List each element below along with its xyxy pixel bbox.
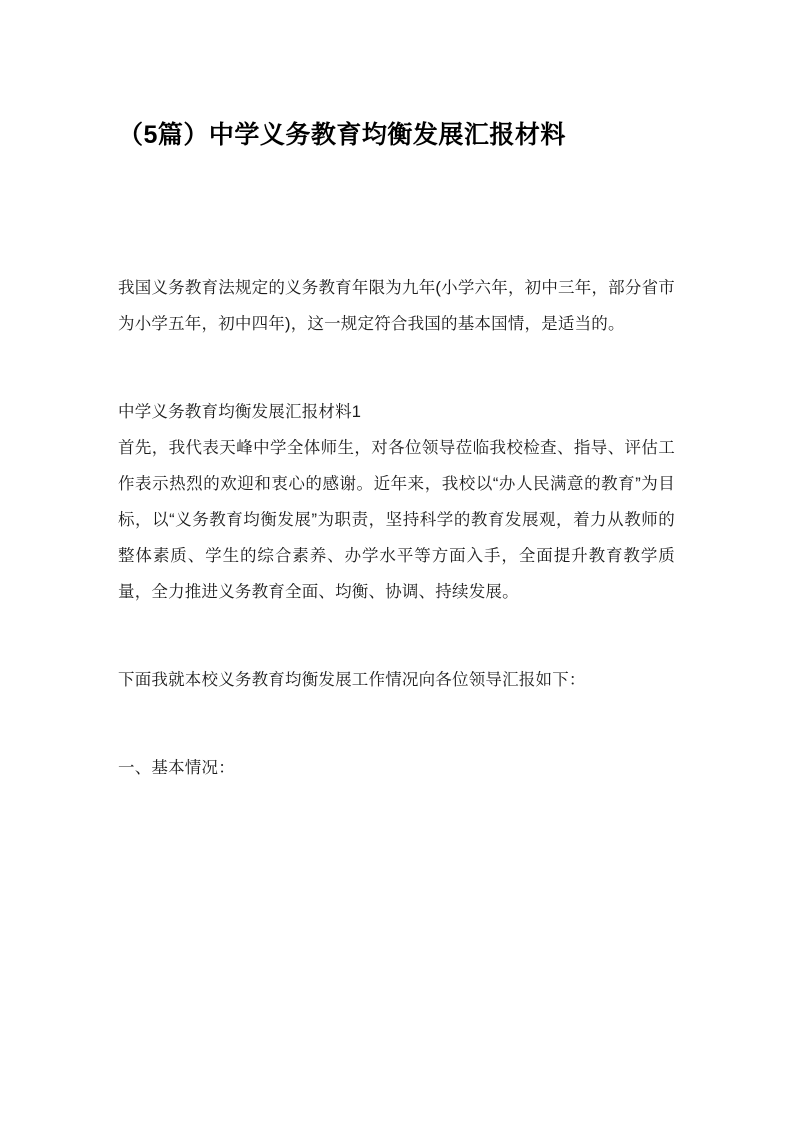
title-spacer: [118, 153, 675, 271]
paragraph-list-heading: 一、基本情况：: [118, 758, 235, 777]
paragraph-gap-3: [118, 725, 675, 751]
paragraph-gap-2: [118, 637, 675, 663]
paragraph-body-1: 首先，我代表天峰中学全体师生，对各位领导莅临我校检查、指导、评估工作表示热烈的欢迎和衷心的感谢。近年来，我校以“办人民满意的教育”为目标，以“义务教育均衡发展”为职责，坚持科学的教育发展观，着力从教师的整体素质、学生的综合素养、办学水平等方面入手，全面提升教育教学质量，全力推进义务教育全面、均衡、协调、持续发展。: [118, 438, 675, 601]
paragraph-body-2: 下面我就本校义务教育均衡发展工作情况向各位领导汇报如下：: [118, 670, 586, 689]
paragraph-gap-1: [118, 369, 675, 395]
paragraph-intro: 我国义务教育法规定的义务教育年限为九年(小学六年，初中三年，部分省市为小学五年，初中四年)，这一规定符合我国的基本国情，是适当的。: [118, 279, 675, 333]
page-title: （5篇）中学义务教育均衡发展汇报材料: [118, 121, 566, 149]
paragraph-section-heading: 中学义务教育均衡发展汇报材料1: [118, 402, 362, 421]
